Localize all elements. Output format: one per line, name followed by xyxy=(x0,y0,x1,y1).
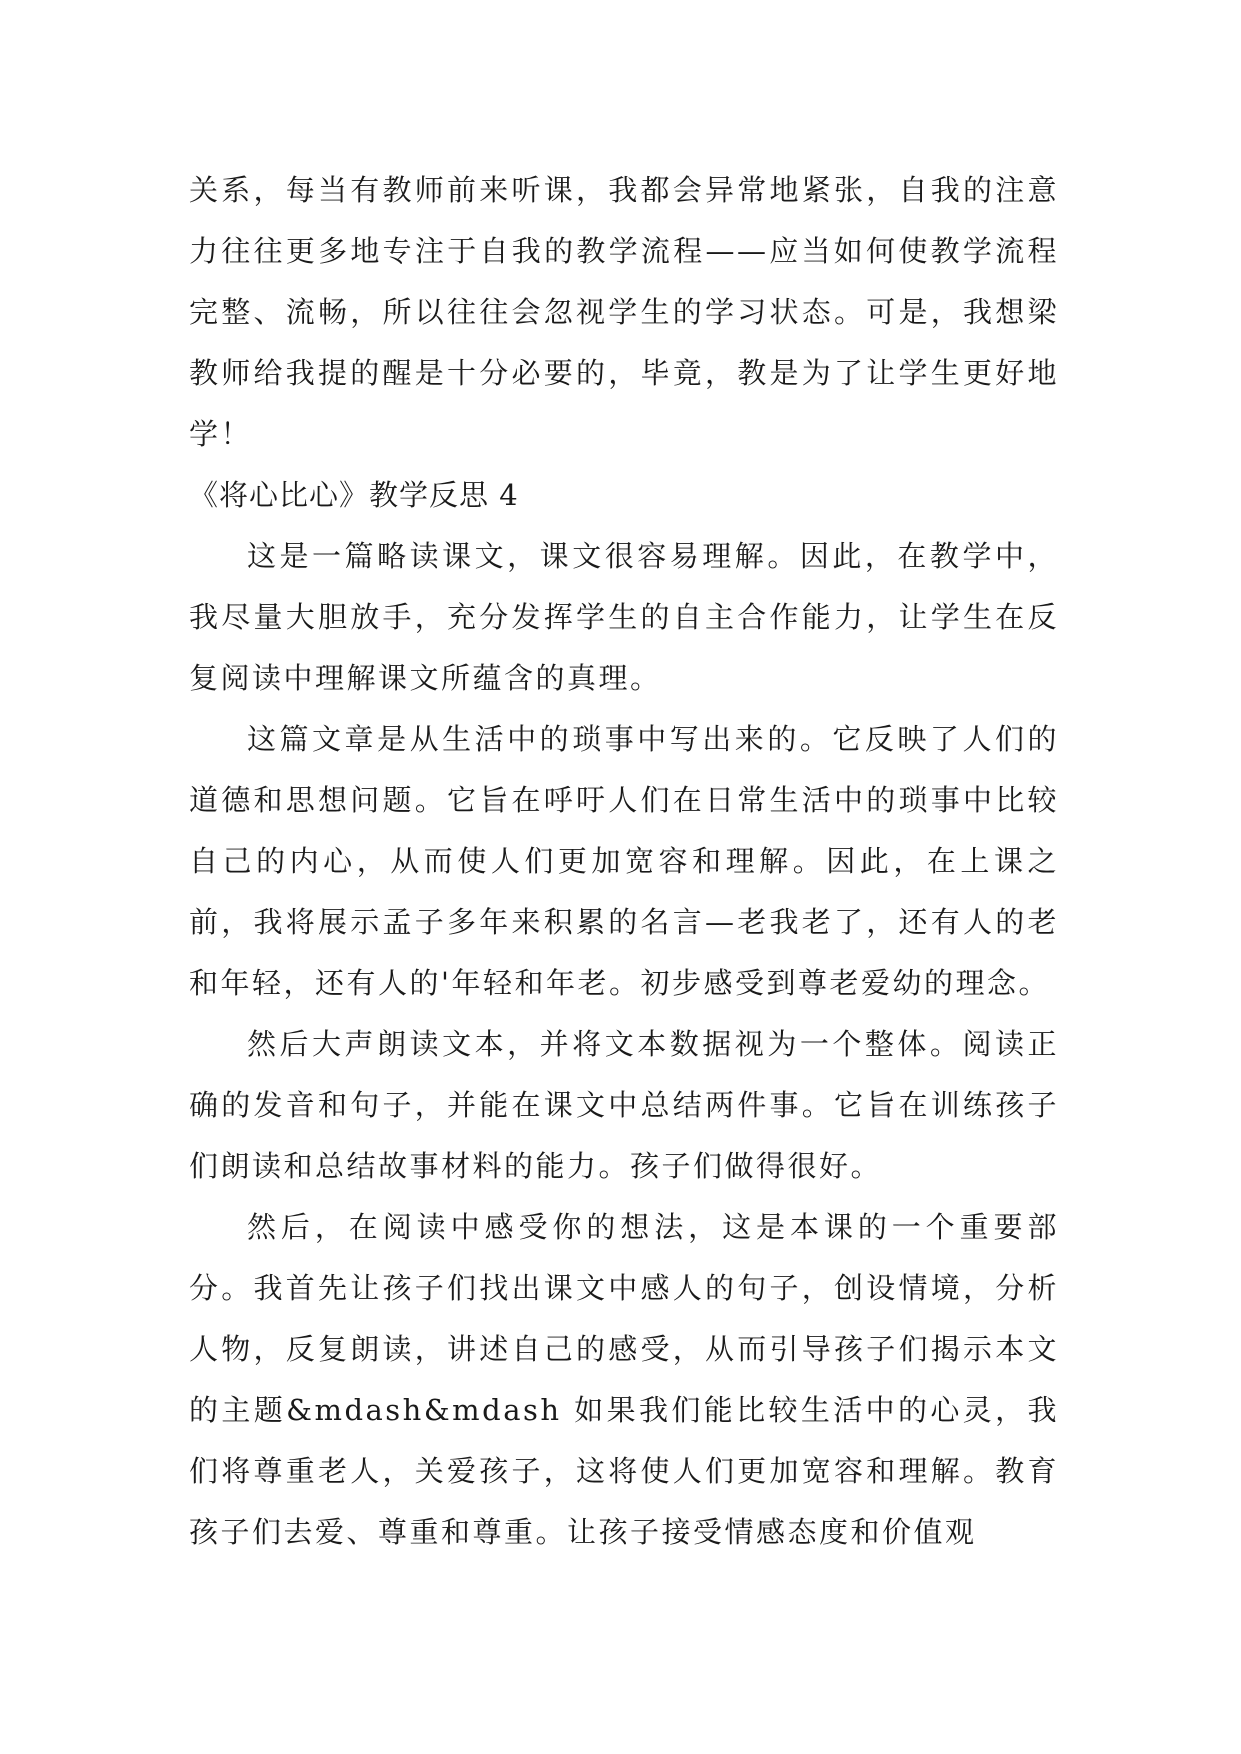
paragraph: 然后大声朗读文本，并将文本数据视为一个整体。阅读正确的发音和句子，并能在课文中总结两件事。它旨在训练孩子们朗读和总结故事材料的能力。孩子们做得很好。 xyxy=(189,1027,1059,1183)
paragraph: 这是一篇略读课文，课文很容易理解。因此，在教学中，我尽量大胆放手，充分发挥学生的自主合作能力，让学生在反复阅读中理解课文所蕴含的真理。 xyxy=(189,539,1059,695)
paragraph: 然后，在阅读中感受你的想法，这是本课的一个重要部分。我首先让孩子们找出课文中感人的句子，创设情境，分析人物，反复朗读，讲述自己的感受，从而引导孩子们揭示本文的主题&mdash&mdash 如果我们能比较生活中的心灵，我们将尊重老人，关爱孩子，这将使人们更加宽容和理解。教育孩子们去爱、尊重和尊重。让孩子接受情感态度和价值观 xyxy=(189,1210,1059,1549)
section-title: 《将心比心》教学反思 4 xyxy=(189,478,519,512)
paragraph: 这篇文章是从生活中的琐事中写出来的。它反映了人们的道德和思想问题。它旨在呼吁人们在日常生活中的琐事中比较自己的内心，从而使人们更加宽容和理解。因此，在上课之前，我将展示孟子多年来积累的名言—老我老了，还有人的老和年轻，还有人的'年轻和年老。初步感受到尊老爱幼的理念。 xyxy=(189,722,1059,1000)
document-body xyxy=(189,160,1059,1563)
paragraph-continued: 关系，每当有教师前来听课，我都会异常地紧张，自我的注意力往往更多地专注于自我的教学流程——应当如何使教学流程完整、流畅，所以往往会忽视学生的学习状态。可是，我想梁教师给我提的醒是十分必要的，毕竟，教是为了让学生更好地学！ xyxy=(189,173,1059,451)
